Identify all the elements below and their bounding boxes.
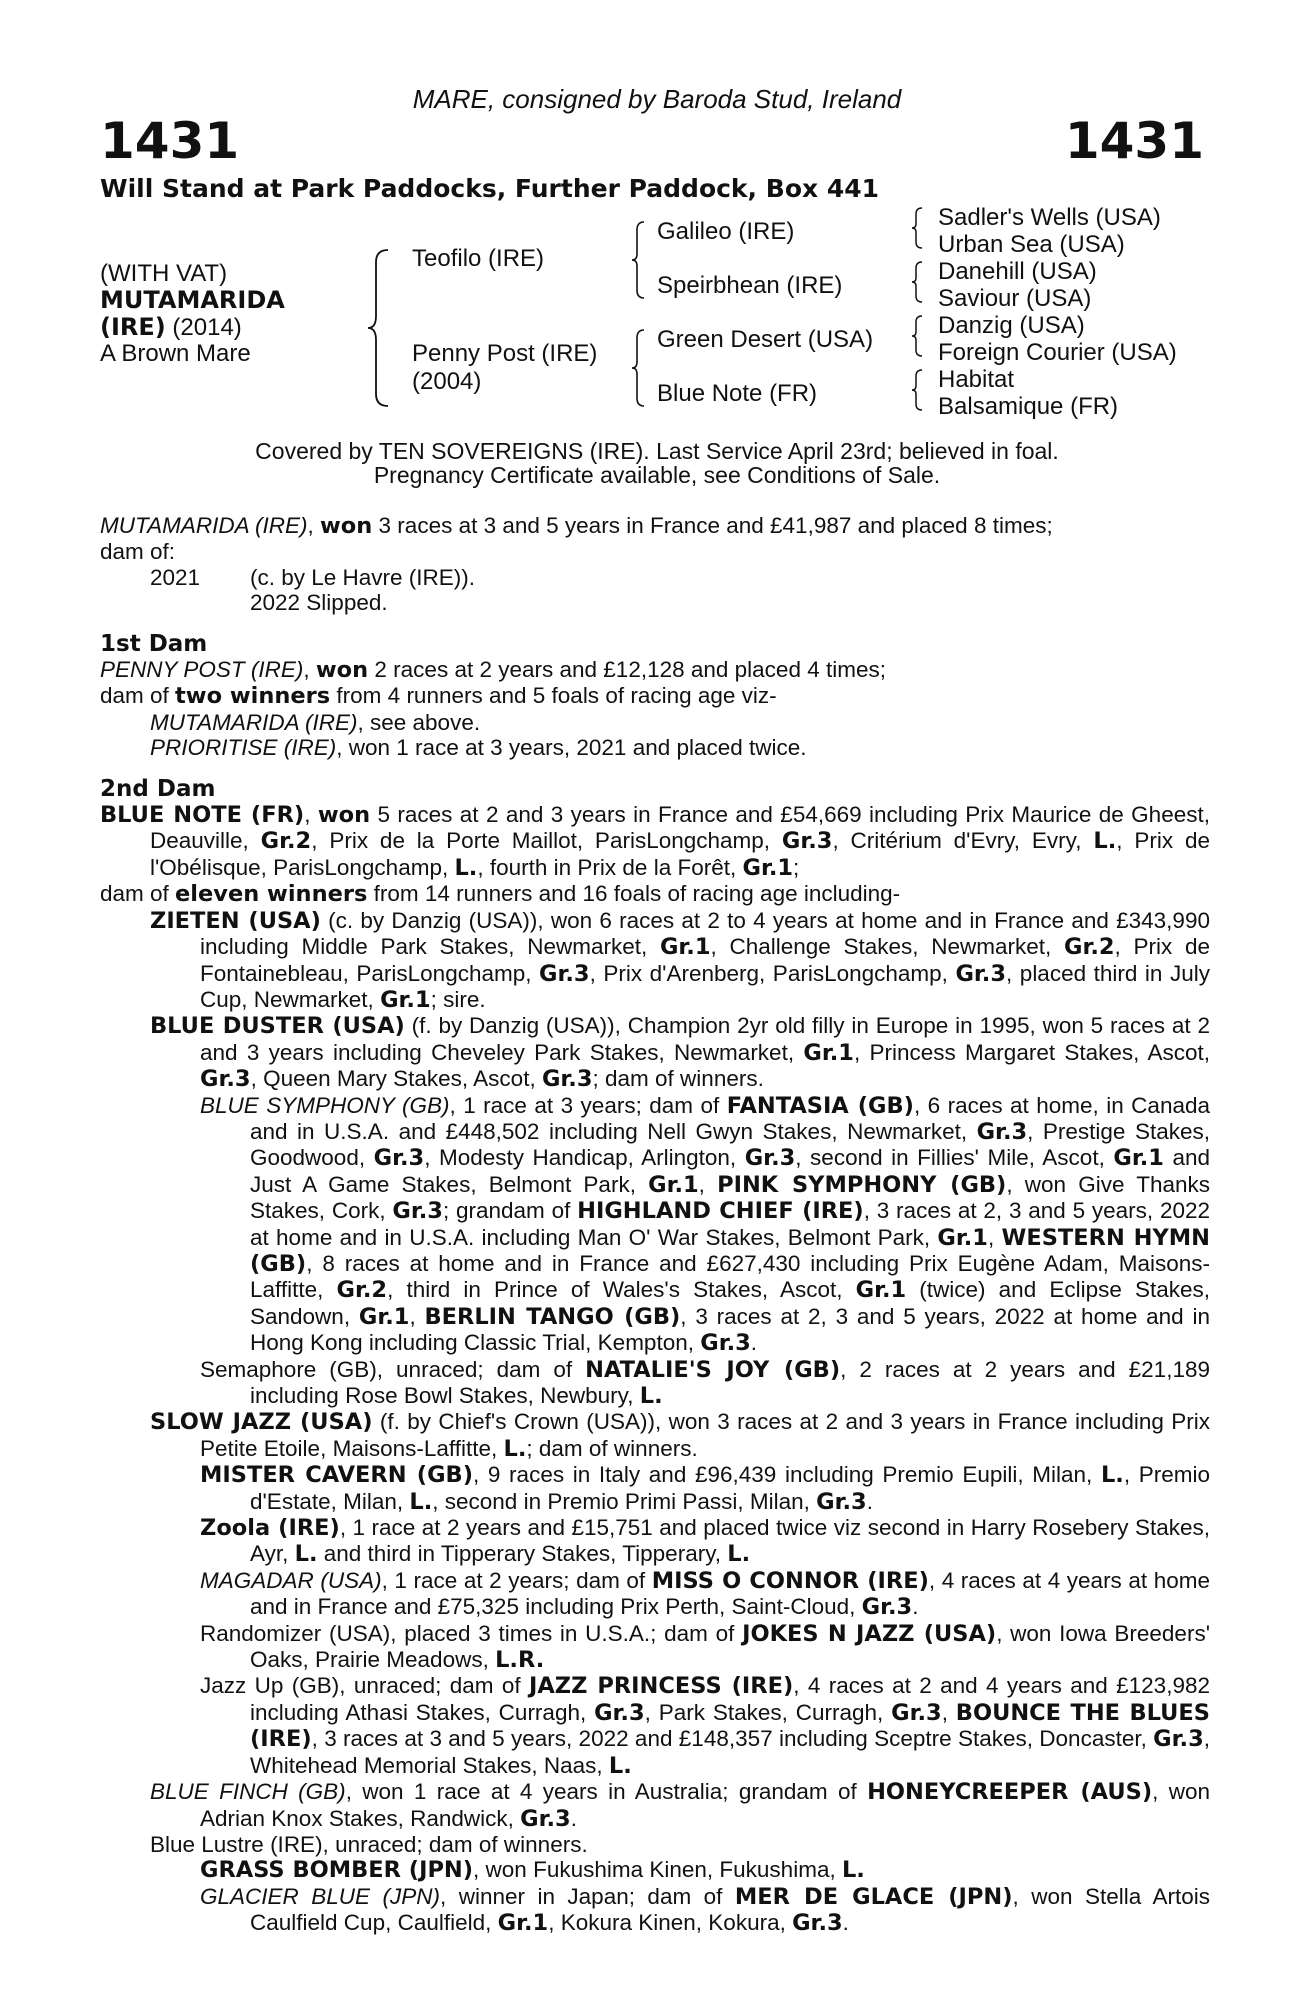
blue-duster-record: BLUE DUSTER (USA) (f. by Danzig (USA)), Champion 2yr old filly in Europe in 1995, won 5 races at 2 and 3 years including Cheveley Park Stakes, Newmarket, Gr.1, Princess Margaret Stakes, Ascot, Gr.3, Queen Mary Stakes, Ascot, Gr.3; dam of winners. bbox=[150, 1013, 1210, 1093]
consignor-line: MARE, consigned by Baroda Stud, Ireland bbox=[412, 84, 902, 114]
lot-number-left: 1431 bbox=[100, 112, 240, 170]
mister-cavern-record: MISTER CAVERN (GB), 9 races in Italy and £96,439 including Premio Eupili, Milan, L., Premio d'Estate, Milan, L., second in Premio Primi Passi, Milan, Gr.3. bbox=[200, 1462, 1210, 1515]
magadar-record: MAGADAR (USA), 1 race at 2 years; dam of MISS O CONNOR (IRE), 4 races at 4 years at home and in France and £75,325 including Prix Perth, Saint-Cloud, Gr.3. bbox=[200, 1567, 1210, 1621]
produce-record: 2021 (c. by Le Havre (IRE)). bbox=[150, 564, 476, 590]
first-dam-produce: MUTAMARIDA (IRE), see above. PRIORITISE (IRE), won 1 race at 3 years, 2021 and placed twice. bbox=[150, 709, 807, 761]
mare-record: MUTAMARIDA (IRE), won 3 races at 3 and 5 years in France and £41,987 and placed 8 times; dam of: bbox=[100, 513, 1053, 565]
glacier-blue-record: GLACIER BLUE (JPN), winner in Japan; dam of MER DE GLACE (JPN), won Stella Artois Caulfield Cup, Caulfield, Gr.1, Kokura Kinen, Kokura, Gr.3. bbox=[200, 1883, 1210, 1937]
ancestor-8: Balsamique (FR) bbox=[938, 393, 1119, 420]
ancestor-1: Sadler's Wells (USA) bbox=[938, 204, 1161, 231]
grass-bomber-record: GRASS BOMBER (JPN), won Fukushima Kinen, Fukushima, L. bbox=[200, 1857, 865, 1884]
sire-name: Teofilo (IRE) bbox=[412, 245, 545, 272]
first-dam-record: PENNY POST (IRE), won 2 races at 2 years and £12,128 and placed 4 times; dam of two winners from 4 runners and 5 foals of racing age viz- bbox=[100, 657, 886, 710]
jazz-up-record: Jazz Up (GB), unraced; dam of JAZZ PRINCESS (IRE), 4 races at 2 and 4 years and £123,982 including Athasi Stakes, Curragh, Gr.3, Park Stakes, Curragh, Gr.3, BOUNCE THE BLUES (IRE), 3 races at 3 and 5 years, 2022 and £148,357 including Sceptre Stakes, Doncaster, Gr.3, Whitehead Memorial Stakes, Naas, L. bbox=[200, 1673, 1210, 1779]
semaphore-record: Semaphore (GB), unraced; dam of NATALIE'S JOY (GB), 2 races at 2 years and £21,189 including Rose Bowl Stakes, Newbury, L. bbox=[200, 1356, 1210, 1409]
sire-dam: Speirbhean (IRE) bbox=[657, 272, 843, 299]
second-dam-heading: 2nd Dam bbox=[100, 775, 216, 802]
ancestor-6: Foreign Courier (USA) bbox=[938, 339, 1177, 366]
zoola-record: Zoola (IRE), 1 race at 2 years and £15,751 and placed twice viz second in Harry Rosebery Stakes, Ayr, L. and third in Tipperary Stakes, Tipperary, L. bbox=[200, 1515, 1210, 1568]
first-dam-heading: 1st Dam bbox=[100, 630, 208, 657]
covering-line-1: Covered by TEN SOVEREIGNS (IRE). Last Service April 23rd; believed in foal. bbox=[255, 438, 1059, 464]
ancestor-4: Saviour (USA) bbox=[938, 285, 1092, 312]
lot-number-right: 1431 bbox=[1064, 112, 1204, 170]
slow-jazz-record: SLOW JAZZ (USA) (f. by Chief's Crown (USA)), won 3 races at 2 and 3 years in France including Prix Petite Etoile, Maisons-Laffitte, L.; dam of winners. bbox=[150, 1409, 1210, 1462]
zieten-record: ZIETEN (USA) (c. by Danzig (USA)), won 6 races at 2 to 4 years at home and in France and £343,990 including Middle Park Stakes, Newmarket, Gr.1, Challenge Stakes, Newmarket, Gr.2, Prix de Fontainebleau, ParisLongchamp, Gr.3, Prix d'Arenberg, ParisLongchamp, Gr.3, placed third in July Cup, Newmarket, Gr.1; sire. bbox=[150, 907, 1210, 1013]
blue-finch-record: BLUE FINCH (GB), won 1 race at 4 years in Australia; grandam of HONEYCREEPER (AUS), won Adrian Knox Stakes, Randwick, Gr.3. bbox=[150, 1779, 1211, 1832]
g-brace-3 bbox=[912, 314, 924, 358]
ancestor-3: Danehill (USA) bbox=[938, 258, 1097, 285]
horse-name: MUTAMARIDA bbox=[100, 286, 285, 314]
blue-lustre-record: Blue Lustre (IRE), unraced; dam of winners. bbox=[150, 1831, 588, 1857]
g-brace-2 bbox=[912, 260, 924, 304]
pedigree-brace bbox=[368, 248, 390, 408]
dam-name: Penny Post (IRE) bbox=[412, 340, 598, 367]
vat-note: (WITH VAT) bbox=[100, 260, 228, 287]
blue-symphony-record: BLUE SYMPHONY (GB), 1 race at 3 years; dam of FANTASIA (GB), 6 races at home, in Canada and in U.S.A. and £448,502 including Nell Gwyn Stakes, Newmarket, Gr.3, Prestige Stakes, Goodwood, Gr.3, Modesty Handicap, Arlington, Gr.3, second in Fillies' Mile, Ascot, Gr.1 and Just A Game Stakes, Belmont Park, Gr.1, PINK SYMPHONY (GB), won Give Thanks Stakes, Cork, Gr.3; grandam of HIGHLAND CHIEF (IRE), 3 races at 2, 3 and 5 years, 2022 at home and in U.S.A. including Man O' War Stakes, Belmont Park, Gr.1, WESTERN HYMN (GB), 8 races at home and in France and £627,430 including Prix Eugène Adam, Maisons-Laffitte, Gr.2, third in Prince of Wales's Stakes, Ascot, Gr.1 (twice) and Eclipse Stakes, Sandown, Gr.1, BERLIN TANGO (GB), 3 races at 2, 3 and 5 years, 2022 at home and in Hong Kong including Classic Trial, Kempton, Gr.3. bbox=[200, 1092, 1211, 1357]
randomizer-record: Randomizer (USA), placed 3 times in U.S.A.; dam of JOKES N JAZZ (USA), won Iowa Breeders' Oaks, Prairie Meadows, L.R. bbox=[200, 1620, 1210, 1674]
catalogue-body bbox=[100, 513, 1210, 1937]
horse-sex: A Brown Mare bbox=[100, 340, 251, 367]
produce-record-2022: 2022 Slipped. bbox=[250, 590, 388, 616]
g-brace-1 bbox=[912, 206, 924, 250]
stand-location: Will Stand at Park Paddocks, Further Paddock, Box 441 bbox=[100, 174, 880, 203]
sire-sire: Galileo (IRE) bbox=[657, 218, 795, 245]
g-brace-4 bbox=[912, 368, 924, 412]
ancestor-5: Danzig (USA) bbox=[938, 312, 1085, 339]
dam-sire: Green Desert (USA) bbox=[657, 326, 874, 353]
ancestor-7: Habitat bbox=[938, 366, 1015, 393]
dam-year: (2004) bbox=[412, 368, 482, 395]
dam-brace bbox=[632, 328, 646, 408]
second-dam-record: BLUE NOTE (FR), won 5 races at 2 and 3 years in France and £54,669 including Prix Maurice de Gheest, Deauville, Gr.2, Prix de la Porte Maillot, ParisLongchamp, Gr.3, Critérium d'Evry, Evry, L., Prix de l'Obélisque, ParisLongchamp, L., fourth in Prix de la Forêt, Gr.1; bbox=[100, 802, 1210, 881]
horse-origin-year: (IRE) (2014) bbox=[100, 313, 242, 341]
ancestor-2: Urban Sea (USA) bbox=[938, 231, 1125, 258]
dam-dam: Blue Note (FR) bbox=[657, 380, 818, 407]
second-dam-summary: dam of eleven winners from 14 runners and 16 foals of racing age including- bbox=[100, 881, 901, 908]
covering-line-2: Pregnancy Certificate available, see Conditions of Sale. bbox=[373, 462, 941, 488]
sire-brace bbox=[632, 220, 646, 300]
